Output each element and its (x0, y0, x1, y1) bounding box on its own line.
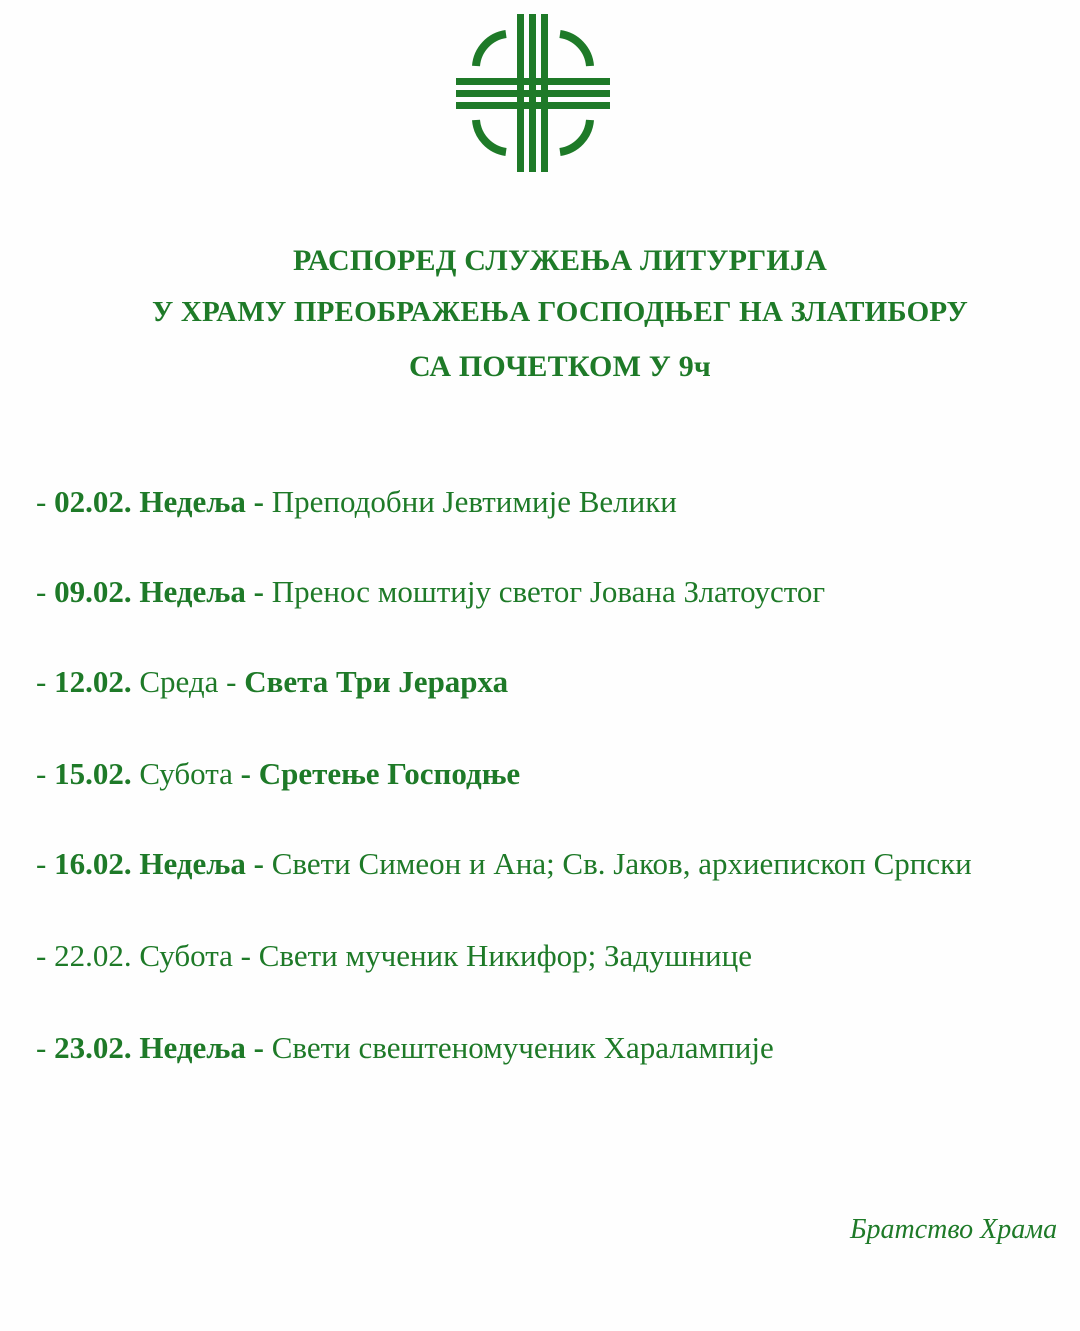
item-prefix: - (36, 938, 55, 973)
title-line-2: У ХРАМУ ПРЕОБРАЖЕЊА ГОСПОДЊЕГ НА ЗЛАТИБОРУ (151, 296, 969, 328)
item-separator: - (245, 574, 272, 609)
item-prefix: - (36, 664, 55, 699)
item-date: 09.02. (54, 574, 132, 609)
title-line-1: РАСПОРЕД СЛУЖЕЊА ЛИТУРГИЈА (293, 244, 827, 277)
item-day: Недеља (139, 846, 246, 881)
item-separator: - (232, 756, 259, 791)
item-prefix: - (36, 756, 55, 791)
item-date: 22.02. (54, 938, 132, 973)
signature: Братство Храма (850, 1214, 1058, 1245)
cross-emblem-icon (456, 14, 610, 172)
schedule-item-2 (36, 574, 825, 610)
item-separator: - (232, 938, 259, 973)
item-separator: - (245, 484, 272, 519)
item-prefix: - (36, 574, 55, 609)
item-date: 12.02. (54, 664, 132, 699)
item-feast: Свети свештеномученик Харалампије (271, 1030, 774, 1065)
item-feast: Сретење Господње (258, 756, 521, 791)
item-prefix: - (36, 1030, 55, 1065)
item-feast: Свети Симеон и Ана; Св. Јаков, архиепископ Српски (271, 846, 972, 881)
title-line-3: СА ПОЧЕТКОМ У 9ч (408, 350, 712, 383)
item-feast: Пренос моштију светог Јована Златоустог (271, 574, 826, 609)
schedule-item-7 (36, 1030, 774, 1066)
item-day: Субота (139, 938, 233, 973)
item-day: Недеља (139, 1030, 246, 1065)
item-date: 23.02. (54, 1030, 132, 1065)
schedule-item-3 (36, 664, 508, 700)
item-feast: Свети мученик Никифор; Задушнице (258, 938, 752, 973)
item-separator: - (218, 664, 245, 699)
item-separator: - (245, 846, 272, 881)
item-day: Недеља (139, 484, 246, 519)
item-separator: - (245, 1030, 272, 1065)
schedule-item-6 (36, 938, 752, 974)
item-day: Субота (139, 756, 233, 791)
item-date: 16.02. (54, 846, 132, 881)
item-feast: Света Три Јерарха (244, 664, 509, 699)
schedule-item-5 (36, 846, 972, 882)
item-day: Среда (139, 664, 219, 699)
schedule-item-4 (36, 756, 520, 792)
schedule-item-1 (36, 484, 677, 520)
item-prefix: - (36, 484, 55, 519)
item-feast: Преподобни Јевтимије Велики (271, 484, 677, 519)
item-prefix: - (36, 846, 55, 881)
item-date: 15.02. (54, 756, 132, 791)
item-date: 02.02. (54, 484, 132, 519)
item-day: Недеља (139, 574, 246, 609)
